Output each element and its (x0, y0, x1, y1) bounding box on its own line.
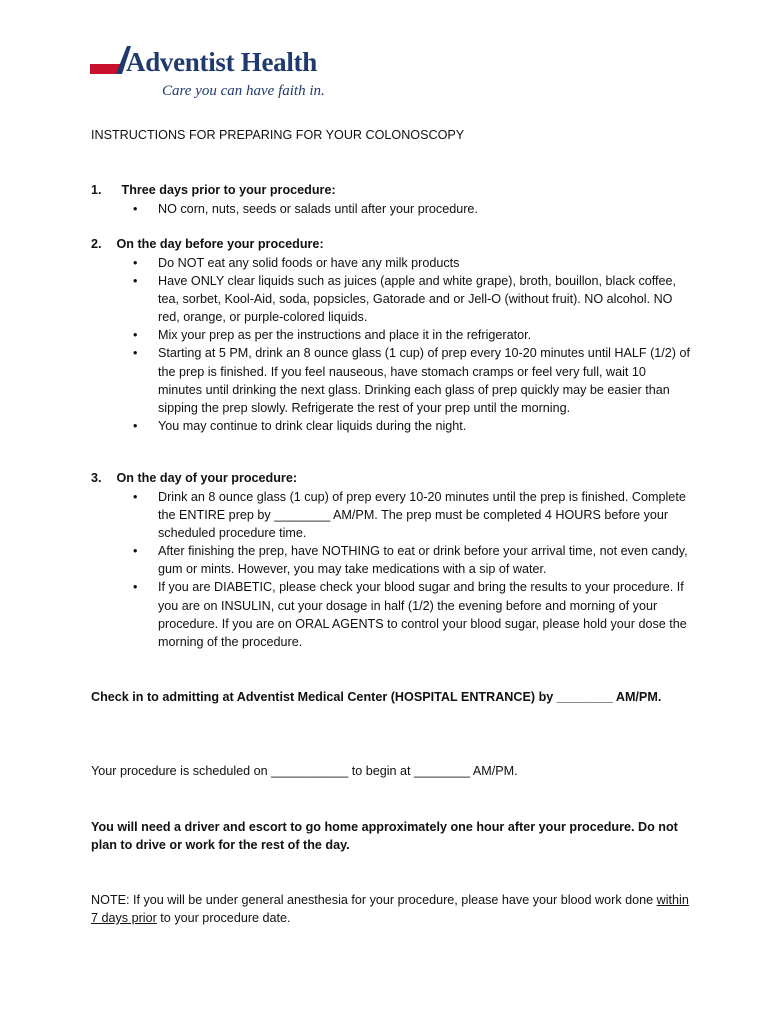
section-1-heading (91, 181, 336, 199)
section-3-list (133, 488, 693, 651)
list-item: • Do NOT eat any solid foods or have any milk products (133, 254, 693, 272)
note-underlined-text: within 7 days prior (91, 893, 689, 925)
procedure-schedule: Your procedure is scheduled on ___________ to begin at ________ AM/PM. (91, 764, 518, 778)
list-item: • Mix your prep as per the instructions and place it in the refrigerator. (133, 326, 693, 344)
section-heading-text: Three days prior to your procedure: (121, 183, 336, 197)
list-item: • After finishing the prep, have NOTHING to eat or drink before your arrival time, not even candy, gum or mints. However, you may take medications with a sip of water. (133, 544, 688, 577)
bullet-icon: • (133, 544, 138, 559)
list-item: • Have ONLY clear liquids such as juices (apple and white grape), broth, bouillon, black coffee, tea, sorbet, Kool-Aid, soda, popsicles, Gatorade and or Jell-O (without fruit). NO alcohol. NO red, orange, or purple-colored liquids. (133, 274, 677, 325)
logo-name: Adventist Health (126, 47, 317, 77)
note-text-before: NOTE: If you will be under general anesthesia for your procedure, please have your blood work done (91, 893, 657, 907)
note-text-after: to your procedure date. (156, 911, 291, 925)
section-heading-text: On the day of your procedure: (116, 471, 298, 485)
list-item: • You may continue to drink clear liquids during the night. (133, 417, 693, 435)
driver-notice: You will need a driver and escort to go home approximately one hour after your procedure. Do not plan to drive or work for the rest of the day. (91, 820, 678, 852)
adventist-health-logo (90, 40, 350, 102)
bullet-icon: • (133, 256, 138, 270)
bullet-icon: • (133, 490, 138, 504)
anesthesia-note (91, 891, 691, 927)
bullet-icon: • (133, 202, 138, 216)
section-heading-text: On the day before your procedure: (116, 237, 324, 251)
bullet-icon: • (133, 580, 138, 595)
checkin-instructions: Check in to admitting at Adventist Medical Center (HOSPITAL ENTRANCE) by ________ AM/PM. (91, 690, 662, 704)
bullet-icon: • (133, 346, 138, 361)
list-item: • Drink an 8 ounce glass (1 cup) of prep every 10-20 minutes until the prep is finished. Complete the ENTIRE prep by ________ AM/PM. The prep must be completed 4 HOURS before your scheduled procedure time. (133, 490, 686, 541)
section-2-heading (91, 235, 324, 253)
list-item: • Starting at 5 PM, drink an 8 ounce glass (1 cup) of prep every 10-20 minutes until HALF (1/2) of the prep is finished. If you feel nauseous, have stomach cramps or feel very full, wait 10 minutes until drinking the next glass. Drinking each glass of prep quickly may be easier than sipping the prep slowly. Refrigerate the rest of your prep until the morning. (133, 346, 690, 415)
logo-tagline: Care you can have faith in. (162, 83, 325, 99)
section-3-heading (91, 469, 297, 487)
section-number: 1. (91, 183, 102, 197)
bullet-icon: • (133, 328, 138, 343)
section-1-list (133, 200, 693, 218)
section-number: 2. (91, 237, 102, 251)
section-2-list (133, 254, 693, 435)
bullet-icon: • (133, 274, 138, 289)
list-item: • NO corn, nuts, seeds or salads until after your procedure. (133, 200, 693, 218)
list-item: • If you are DIABETIC, please check your blood sugar and bring the results to your procedure. If you are on INSULIN, cut your dosage in half (1/2) the evening before and morning of your procedure. If you are on ORAL AGENTS to control your blood sugar, please hold your dose the morning of the procedure. (133, 580, 687, 649)
page-title: INSTRUCTIONS FOR PREPARING FOR YOUR COLONOSCOPY (91, 128, 465, 142)
section-number: 3. (91, 471, 102, 485)
bullet-icon: • (133, 418, 138, 433)
